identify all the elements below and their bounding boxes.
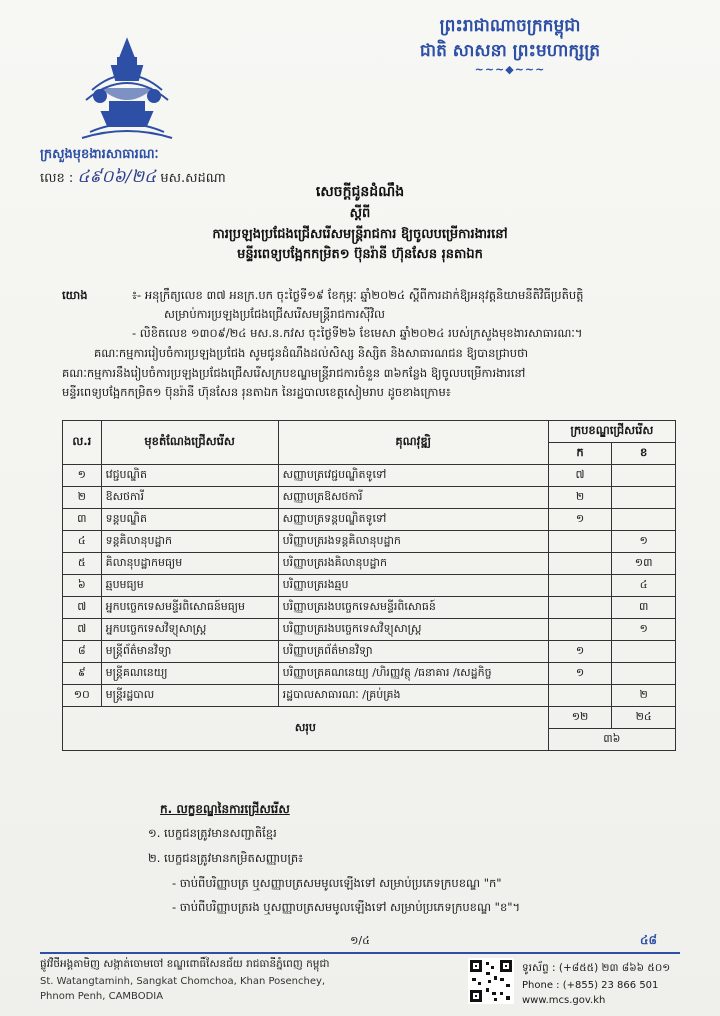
- address-english-line2: Phnom Penh, CAMBODIA: [40, 991, 164, 1002]
- table-row: [63, 487, 676, 509]
- row-position: ឱសថការី: [101, 487, 278, 509]
- criteria-condition-2: ២. បេក្ខជនត្រូវមានកម្រិតសញ្ញាបត្រ៖: [148, 851, 304, 865]
- national-motto: ជាតិ សាសនា ព្រះមហាក្សត្រ: [419, 41, 601, 61]
- row-number: ១០: [63, 685, 102, 707]
- address-khmer: ផ្លូវវិថីអង្គតាមិញ សង្កាត់ចោមចៅ ខណ្ឌពោធិ៍សែនជ័យ រាជធានីភ្នំពេញ កម្ពុជា: [40, 958, 330, 970]
- row-qualification: បរិញ្ញាបត្ររងបច្ចេកទេសមន្ទីរពិសោធន៍: [278, 597, 548, 619]
- positions-table: [62, 420, 676, 751]
- table-row: [63, 465, 676, 487]
- row-framework-b: ៣: [612, 597, 676, 619]
- table-row: [63, 597, 676, 619]
- grand-total: ៣៦: [548, 729, 675, 751]
- ministry-name: ក្រសួងមុខងារសាធារណៈ: [40, 147, 159, 162]
- letter-number-handwritten: ៤៩០៦/២៤: [77, 167, 157, 187]
- kingdom-header: [360, 14, 660, 76]
- header-no: ល.រ: [63, 421, 102, 465]
- row-position: អ្នកបច្ចេកទេសមន្ទីរពិសោធន៍មធ្យម: [101, 597, 278, 619]
- header-position: មុខតំណែងជ្រើសរើស: [101, 421, 278, 465]
- row-position: វេជ្ជបណ្ឌិត: [101, 465, 278, 487]
- total-label: សរុប: [63, 707, 549, 751]
- table-row: [63, 575, 676, 597]
- row-position: មន្ត្រីគណនេយ្យ: [101, 663, 278, 685]
- royal-emblem-icon: [72, 30, 182, 148]
- row-framework-a: ១: [548, 663, 612, 685]
- row-position: ឆ្មបមធ្យម: [101, 575, 278, 597]
- table-row: [63, 619, 676, 641]
- header-framework-a: ក: [548, 443, 612, 465]
- row-number: ២: [63, 487, 102, 509]
- phone-khmer: ទូរស័ព្ទ : (+៨៥៥) ២៣ ៨៦៦ ៥០១: [522, 962, 671, 974]
- row-framework-b: [612, 641, 676, 663]
- row-framework-b: [612, 663, 676, 685]
- row-framework-b: ១: [612, 531, 676, 553]
- row-framework-a: [548, 531, 612, 553]
- intro-line-3: មន្ទីរពេទ្យបង្អែកកម្រិត១ ប៊ុនរ៉ានី ហ៊ុនសែន រុនតាឯក នៃរដ្ឋបាលខេត្តសៀមរាប ដូចខាងក្រោម៖: [62, 385, 451, 399]
- reference-1: ៖- អនុក្រឹត្យលេខ ៣៧ អនក្រ.បក ចុះថ្ងៃទី១៩ ខែកុម្ភៈ ឆ្នាំ២០២៤ ស្ដីពីការដាក់ឱ្យអនុវត្តនិយាមនីតិវិធីប្រតិបត្តិ: [132, 288, 584, 302]
- row-framework-a: ១: [548, 641, 612, 663]
- row-qualification: សញ្ញាបត្រទន្តបណ្ឌិតទូទៅ: [278, 509, 548, 531]
- row-qualification: បរិញ្ញាបត្រព័ត៌មានវិទ្យា: [278, 641, 548, 663]
- notice-subject-line2: មន្ទីរពេទ្យបង្អែកកម្រិត១ ប៊ុនរ៉ានី ហ៊ុនសែន រុនតាឯក: [237, 247, 483, 262]
- row-framework-a: [548, 619, 612, 641]
- kingdom-name: ព្រះរាជាណាចក្រកម្ពុជា: [439, 16, 581, 36]
- row-framework-a: [548, 685, 612, 707]
- notice-subject-line1: ការប្រឡងប្រជែងជ្រើសរើសមន្ត្រីរាជការ ឱ្យចូលបម្រើការងារនៅ: [212, 227, 508, 242]
- table-row: [63, 553, 676, 575]
- row-framework-b: [612, 465, 676, 487]
- corner-mark: ៤៨: [640, 933, 657, 947]
- table-row: [63, 531, 676, 553]
- row-number: ៦: [63, 575, 102, 597]
- criteria-condition-1: ១. បេក្ខជនត្រូវមានសញ្ជាតិខ្មែរ: [148, 826, 277, 840]
- ornament-divider: ~~~◆~~~: [474, 63, 546, 76]
- row-framework-a: ១: [548, 509, 612, 531]
- website-link[interactable]: www.mcs.gov.kh: [522, 995, 606, 1006]
- header-framework-b: ខ: [612, 443, 676, 465]
- row-framework-a: [548, 597, 612, 619]
- row-number: ៨: [63, 641, 102, 663]
- header-qualification: គុណវុឌ្ឍិ: [278, 421, 548, 465]
- row-framework-a: [548, 553, 612, 575]
- row-number: ៤: [63, 531, 102, 553]
- row-qualification: សញ្ញាបត្រវេជ្ជបណ្ឌិតទូទៅ: [278, 465, 548, 487]
- intro-line-1: គណៈកម្មការរៀបចំការប្រឡងប្រជែង សូមជូនដំណឹងដល់សិស្ស និស្សិត និងសាធារណជន ឱ្យបានជ្រាបថា: [94, 346, 529, 360]
- row-qualification: សញ្ញាបត្រឱសថការី: [278, 487, 548, 509]
- letter-prefix: លេខ :: [40, 171, 74, 186]
- criteria-sub-1: - ចាប់ពីបរិញ្ញាបត្រ ឬសញ្ញាបត្រសមមូលឡើងទៅ សម្រាប់ប្រភេទក្របខណ្ឌ "ក": [172, 876, 502, 890]
- row-position: មន្ត្រីព័ត៌មានវិទ្យា: [101, 641, 278, 663]
- row-qualification: បរិញ្ញាបត្ររងគិលានុបដ្ឋាក: [278, 553, 548, 575]
- header-framework: ក្របខណ្ឌជ្រើសរើស: [548, 421, 675, 443]
- row-position: ទន្តបណ្ឌិត: [101, 509, 278, 531]
- row-framework-b: [612, 509, 676, 531]
- row-framework-b: ៤: [612, 575, 676, 597]
- row-qualification: បរិញ្ញាបត្ររងបច្ចេកទេសវិទ្យុសាស្ត្រ: [278, 619, 548, 641]
- row-framework-b: ១: [612, 619, 676, 641]
- criteria-sub-2: - ចាប់ពីបរិញ្ញាបត្ររង ឬសញ្ញាបត្រសមមូលឡើងទៅ សម្រាប់ប្រភេទក្របខណ្ឌ "ខ"។: [172, 900, 521, 914]
- letter-suffix: មស.សដណា: [160, 171, 226, 186]
- row-qualification: បរិញ្ញាបត្ររងទន្តគិលានុបដ្ឋាក: [278, 531, 548, 553]
- reference-1-cont: សម្រាប់ការប្រឡងប្រជែងជ្រើសរើសមន្ត្រីរាជការស៊ីវិល: [164, 307, 385, 321]
- page-number: ១/៤: [350, 934, 370, 947]
- intro-line-2: គណៈកម្មការនឹងរៀបចំការប្រឡងប្រជែងជ្រើសរើសក្របខណ្ឌមន្ត្រីរាជការចំនួន ៣៦កន្លែង ឱ្យចូលបម្រើការងារនៅ: [62, 365, 526, 380]
- row-framework-a: [548, 575, 612, 597]
- row-position: គិលានុបដ្ឋាកមធ្យម: [101, 553, 278, 575]
- row-qualification: បរិញ្ញាបត្រគណនេយ្យ /ហិរញ្ញវត្ថុ /ធនាគារ /សេដ្ឋកិច្ច: [278, 663, 548, 685]
- row-number: ៧: [63, 597, 102, 619]
- row-position: ទន្តគិលានុបដ្ឋាក: [101, 531, 278, 553]
- row-position: មន្ត្រីរដ្ឋបាល: [101, 685, 278, 707]
- address-english-line1: St. Watangtaminh, Sangkat Chomchoa, Khan Posenchey,: [40, 976, 326, 987]
- intro-paragraph: [62, 344, 674, 403]
- row-number: ៥: [63, 553, 102, 575]
- row-qualification: រដ្ឋបាលសាធារណៈ /គ្រប់គ្រង: [278, 685, 548, 707]
- row-framework-b: ២: [612, 685, 676, 707]
- footer-divider: [40, 952, 680, 954]
- table-row: [63, 685, 676, 707]
- total-b: ២៤: [612, 707, 676, 729]
- total-a: ១២: [548, 707, 612, 729]
- notice-about: ស្ដីពី: [349, 206, 371, 221]
- notice-title: សេចក្ដីជូនដំណឹង: [315, 184, 405, 200]
- table-row: [63, 663, 676, 685]
- criteria-heading: ក. លក្ខខណ្ឌនៃការជ្រើសរើស: [160, 802, 290, 816]
- row-framework-a: ៧: [548, 465, 612, 487]
- reference-2: - លិខិតលេខ ១៣០៩/២៤ មស.ន.កវស ចុះថ្ងៃទី២៦ ខែមេសា ឆ្នាំ២០២៤ របស់ក្រសួងមុខងារសាធារណៈ។: [132, 326, 583, 340]
- row-number: ១: [63, 465, 102, 487]
- row-framework-b: [612, 487, 676, 509]
- row-framework-b: ១៣: [612, 553, 676, 575]
- references-label: យោង: [62, 288, 88, 302]
- phone-english: Phone : (+855) 23 866 501: [522, 980, 659, 991]
- row-qualification: បរិញ្ញាបត្ររងឆ្មប: [278, 575, 548, 597]
- table-row: [63, 509, 676, 531]
- qr-code-icon: [468, 958, 514, 1004]
- row-number: ៧: [63, 619, 102, 641]
- row-number: ៣: [63, 509, 102, 531]
- row-number: ៩: [63, 663, 102, 685]
- table-row: [63, 641, 676, 663]
- row-position: អ្នកបច្ចេកទេសវិទ្យុសាស្ត្រ: [101, 619, 278, 641]
- references: [62, 286, 672, 343]
- row-framework-a: ២: [548, 487, 612, 509]
